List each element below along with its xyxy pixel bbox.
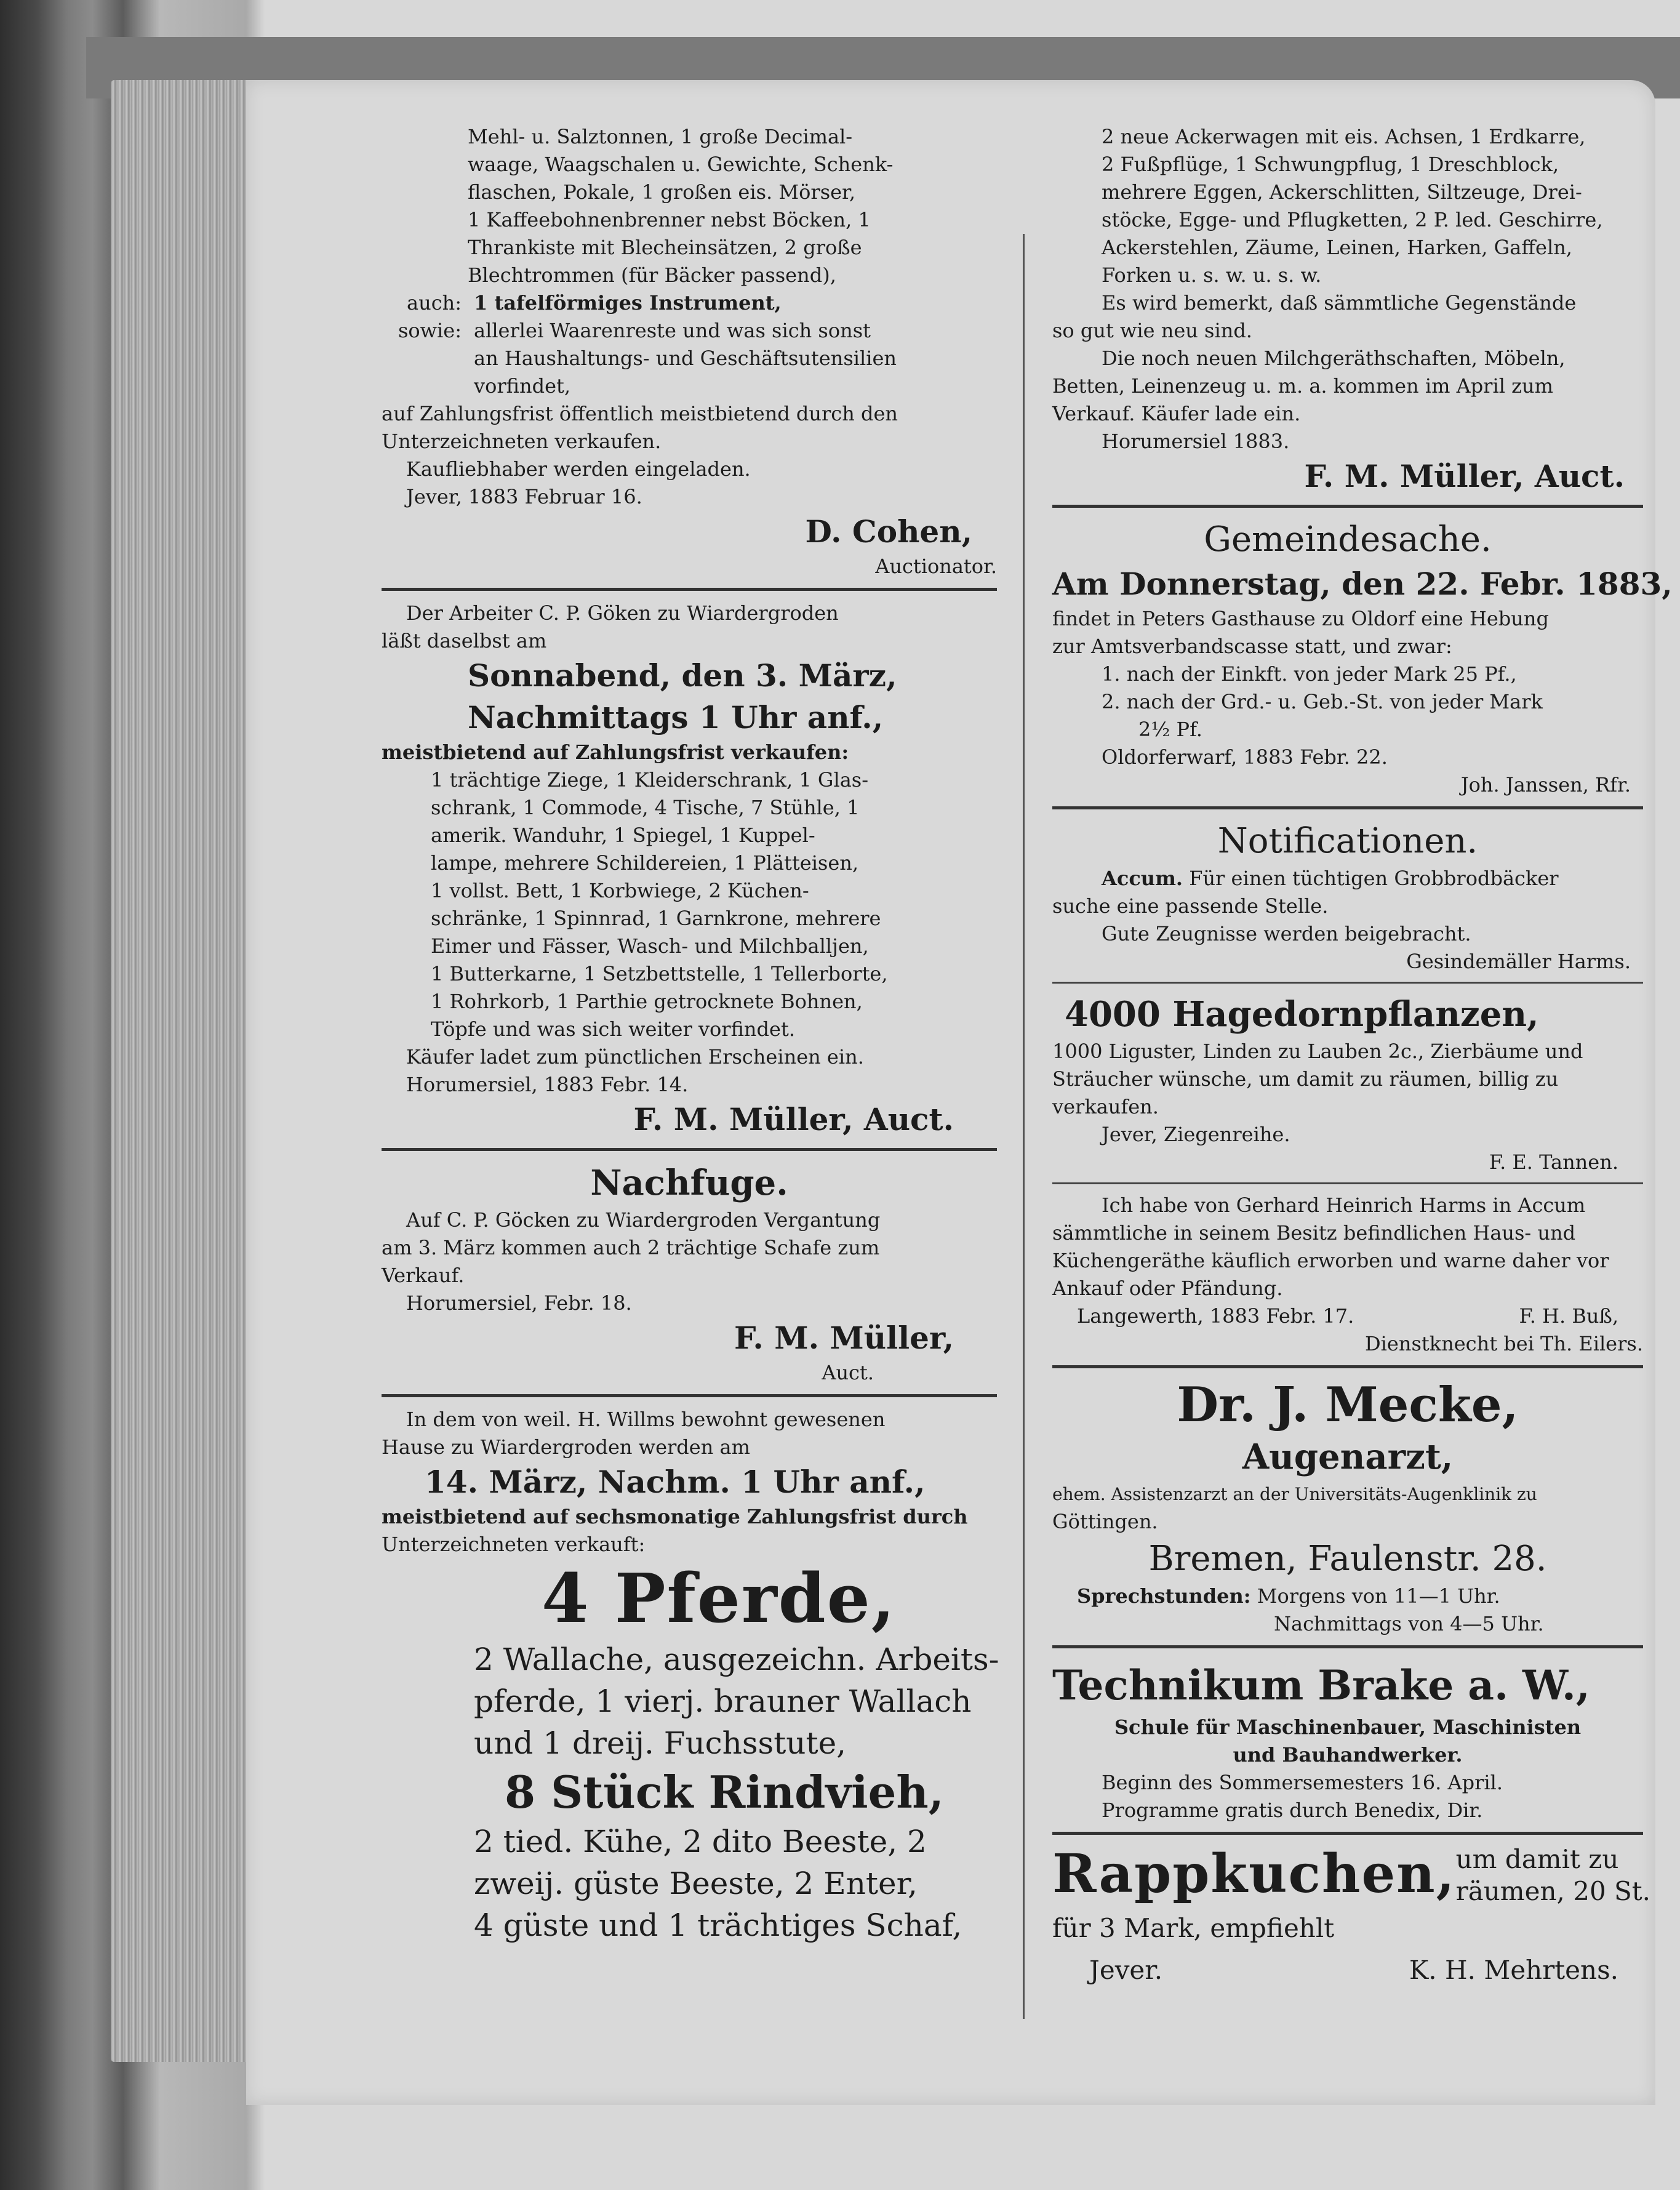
signer: Gesindemäller Harms. <box>1406 950 1631 973</box>
section-rule <box>1052 1182 1643 1184</box>
text-line <box>382 317 997 345</box>
ad-gemeindesache <box>1052 516 1673 799</box>
item-line: 1. nach der Einkft. von jeder Mark 25 Pf., <box>1102 662 1517 686</box>
place-date: Horumersiel, 1883 Febr. 14. <box>406 1073 689 1096</box>
signer: Joh. Janssen, Rfr. <box>1460 773 1631 796</box>
section-rule <box>1052 1645 1643 1648</box>
right-column <box>1052 123 1673 1991</box>
text-line: an Haushaltungs- und Geschäftsutensilien <box>474 347 897 370</box>
section-rule <box>1052 806 1643 809</box>
text-line: Beginn des Sommersemesters 16. April. <box>1102 1771 1503 1794</box>
place-date: Jever, 1883 Februar 16. <box>406 485 642 508</box>
horse-line: pferde, 1 vierj. brauner Wallach <box>474 1683 972 1719</box>
section-rule <box>1052 1832 1643 1835</box>
place-date: Horumersiel 1883. <box>1102 430 1290 453</box>
ad-mueller-inventory <box>1052 123 1643 497</box>
hours-afternoon: Nachmittags von 4—5 Uhr. <box>1274 1612 1544 1635</box>
text-line: auf Zahlungsfrist öffentlich meistbietend durch den <box>382 402 898 425</box>
text-line: Auf C. P. Göcken zu Wiardergroden Vergantung <box>406 1208 881 1232</box>
ad-auction-goeken <box>382 600 997 1141</box>
ad-title: Nachfuge. <box>590 1163 788 1203</box>
text-line: Schule für Maschinenbauer, Maschinisten <box>1114 1715 1582 1739</box>
text-line: vorfindet, <box>474 374 571 398</box>
text-line: um damit zu <box>1455 1844 1619 1874</box>
place-date: Oldorferwarf, 1883 Febr. 22. <box>1102 745 1388 769</box>
text-line: läßt daselbst am <box>382 629 547 652</box>
text-line: Ackerstehlen, Zäume, Leinen, Harken, Gaffeln, <box>1102 236 1572 259</box>
auch-text: 1 tafelförmiges Instrument, <box>474 291 782 315</box>
text-line: Betten, Leinenzeug u. m. a. kommen im April zum <box>1052 374 1553 398</box>
text-line <box>1052 865 1643 892</box>
text-line: waage, Waagschalen u. Gewichte, Schenk- <box>468 153 894 176</box>
text-line: 1000 Liguster, Linden zu Lauben 2c., Zierbäume und <box>1052 1040 1583 1063</box>
text-line: Hause zu Wiardergroden werden am <box>382 1435 750 1459</box>
section-rule <box>1052 1365 1643 1368</box>
ad-hagedorn <box>1052 991 1643 1176</box>
hours-morning: Morgens von 11—1 Uhr. <box>1257 1584 1500 1608</box>
item-line: 2½ Pf. <box>1138 718 1202 741</box>
cattle-heading: 8 Stück Rindvieh, <box>505 1766 944 1818</box>
signer: F. H. Buß, <box>1519 1304 1618 1328</box>
sowie-text: allerlei Waarenreste und was sich sonst <box>474 319 871 342</box>
text-line: Sträucher wünsche, um damit zu räumen, billig zu <box>1052 1067 1559 1091</box>
text-line: 2 neue Ackerwagen mit eis. Achsen, 1 Erdkarre, <box>1102 125 1586 148</box>
ad-auction-willms <box>382 1406 997 1946</box>
column-rule <box>1023 234 1025 2019</box>
terms-line: meistbietend auf sechsmonatige Zahlungsfrist durch <box>382 1505 968 1528</box>
ad-rappkuchen <box>1052 1843 1651 1991</box>
text-line: 2 Fußpflüge, 1 Schwungpflug, 1 Dreschblock, <box>1102 153 1559 176</box>
signer: K. H. Mehrtens. <box>1409 1955 1618 1985</box>
date-line: 14. März, Nachm. 1 Uhr anf., <box>425 1464 926 1500</box>
text-line: Küchengeräthe käuflich erworben und warne daher vor <box>1052 1249 1609 1272</box>
ad-subtitle: Augenarzt, <box>1242 1437 1454 1477</box>
text-line: für 3 Mark, empfiehlt <box>1052 1913 1335 1943</box>
section-rule <box>382 1148 997 1151</box>
item-line: 2. nach der Grd.- u. Geb.-St. von jeder Mark <box>1102 690 1543 713</box>
hours-label: Sprechstunden: <box>1077 1584 1251 1608</box>
text-line: suche eine passende Stelle. <box>1052 894 1329 918</box>
lead-word: Accum. <box>1102 867 1183 890</box>
text-line: flaschen, Pokale, 1 großen eis. Mörser, <box>468 180 855 204</box>
ad-technikum <box>1052 1657 1643 1824</box>
item-line: schrank, 1 Commode, 4 Tische, 7 Stühle, 1 <box>431 796 860 819</box>
text-line: Die noch neuen Milchgeräthschaften, Möbeln, <box>1102 347 1566 370</box>
time-line: Nachmittags 1 Uhr anf., <box>468 699 884 736</box>
signer: F. M. Müller, Auct. <box>1304 458 1625 494</box>
place-date: Horumersiel, Febr. 18. <box>406 1291 632 1315</box>
text-line: und Bauhandwerker. <box>1233 1743 1463 1767</box>
text-line <box>382 289 997 317</box>
text-line: Unterzeichneten verkauft: <box>382 1533 646 1556</box>
signer: D. Cohen, <box>805 513 972 550</box>
text-line: Der Arbeiter C. P. Göken zu Wiardergroden <box>406 601 839 625</box>
item-line: 1 Butterkarne, 1 Setzbettstelle, 1 Tellerborte, <box>431 962 888 985</box>
horse-line: 2 Wallache, ausgezeichn. Arbeits- <box>474 1642 999 1677</box>
text-line: Göttingen. <box>1052 1510 1158 1533</box>
text-line: Programme gratis durch Benedix, Dir. <box>1102 1799 1483 1822</box>
text-line: Ich habe von Gerhard Heinrich Harms in Accum <box>1102 1193 1586 1217</box>
text-line <box>1052 1949 1643 1991</box>
place: Jever. <box>1089 1955 1163 1985</box>
item-line: 1 Rohrkorb, 1 Parthie getrocknete Bohnen, <box>431 990 863 1013</box>
ad-title: 4000 Hagedornpflanzen, <box>1065 994 1539 1035</box>
text-line: Thrankiste mit Blecheinsätzen, 2 große <box>468 236 862 259</box>
text-line: Mehl- u. Salztonnen, 1 große Decimal- <box>468 125 853 148</box>
date-line: Sonnabend, den 3. März, <box>468 657 897 694</box>
text-line: Ankauf oder Pfändung. <box>1052 1277 1283 1300</box>
signer: F. M. Müller, <box>734 1320 954 1356</box>
sowie-label: sowie: <box>398 319 462 342</box>
text-line: findet in Peters Gasthause zu Oldorf eine Hebung <box>1052 607 1549 630</box>
ad-notificationen <box>1052 818 1643 976</box>
text-line: sämmtliche in seinem Besitz befindlichen Haus- und <box>1052 1221 1576 1245</box>
section-rule <box>382 588 997 591</box>
text-line: 1 Kaffeebohnenbrenner nebst Böcken, 1 <box>468 208 871 231</box>
item-line: 1 vollst. Bett, 1 Korbwiege, 2 Küchen- <box>431 879 809 902</box>
item-line: schränke, 1 Spinnrad, 1 Garnkrone, mehrere <box>431 907 881 930</box>
ad-title: Notificationen. <box>1217 821 1478 861</box>
section-rule <box>1052 505 1643 508</box>
item-line: lampe, mehrere Schildereien, 1 Plätteisen, <box>431 851 859 875</box>
text-fragment: Für einen tüchtigen Grobbrodbäcker <box>1189 867 1559 890</box>
text-line: Gute Zeugnisse werden beigebracht. <box>1102 922 1471 945</box>
text-line <box>1052 1582 1643 1610</box>
cattle-line: 4 güste und 1 trächtiges Schaf, <box>474 1907 962 1943</box>
horse-line: und 1 dreij. Fuchsstute, <box>474 1725 847 1761</box>
terms-line: meistbietend auf Zahlungsfrist verkaufen: <box>382 740 849 764</box>
ad-title: Rappkuchen, <box>1052 1843 1456 1905</box>
text-line: Forken u. s. w. u. s. w. <box>1102 263 1322 287</box>
ad-title: Dr. J. Mecke, <box>1177 1377 1519 1433</box>
place: Jever, Ziegenreihe. <box>1102 1123 1290 1146</box>
ad-title: Gemeindesache. <box>1204 519 1492 560</box>
signer: F. M. Müller, Auct. <box>633 1101 954 1137</box>
section-rule <box>382 1394 997 1397</box>
section-rule <box>1052 982 1643 984</box>
text-line: In dem von weil. H. Willms bewohnt gewesenen <box>406 1408 886 1431</box>
text-line: Unterzeichneten verkaufen. <box>382 430 662 453</box>
text-line: am 3. März kommen auch 2 trächtige Schafe zum <box>382 1236 880 1259</box>
cattle-line: zweij. güste Beeste, 2 Enter, <box>474 1866 918 1901</box>
left-column <box>382 123 997 1946</box>
text-line <box>1052 1302 1643 1330</box>
date-line: Am Donnerstag, den 22. Febr. 1883, <box>1052 566 1673 602</box>
ad-nachfuge <box>382 1160 997 1387</box>
item-line: amerik. Wanduhr, 1 Spiegel, 1 Kuppel- <box>431 824 815 847</box>
place-date: Langewerth, 1883 Febr. 17. <box>1077 1304 1354 1328</box>
text-line: Verkauf. <box>382 1264 465 1287</box>
ad-dr-mecke <box>1052 1377 1643 1638</box>
text-line: Blechtrommen (für Bäcker passend), <box>468 263 836 287</box>
page-edges <box>111 80 252 2062</box>
address: Bremen, Faulenstr. 28. <box>1148 1539 1547 1579</box>
auch-label: auch: <box>407 291 462 315</box>
ad-auction-cohen <box>382 123 997 580</box>
text-line: Kaufliebhaber werden eingeladen. <box>406 457 751 481</box>
side-text <box>1456 1843 1650 1907</box>
item-line: Eimer und Fässer, Wasch- und Milchballjen, <box>431 934 869 958</box>
text-line: mehrere Eggen, Ackerschlitten, Siltzeuge, Drei- <box>1102 180 1582 204</box>
text-line: verkaufen. <box>1052 1095 1159 1118</box>
ad-buss-warning <box>1052 1192 1643 1358</box>
text-line: Es wird bemerkt, daß sämmtliche Gegenstände <box>1102 291 1577 315</box>
item-line: 1 trächtige Ziege, 1 Kleiderschrank, 1 Glas- <box>431 768 869 792</box>
signer-title: Dienstknecht bei Th. Eilers. <box>1365 1332 1643 1355</box>
signer-title: Auct. <box>822 1361 874 1384</box>
text-line: stöcke, Egge- und Pflugketten, 2 P. led. Geschirre, <box>1102 208 1603 231</box>
text-line: Käufer ladet zum pünctlichen Erscheinen ein. <box>406 1045 864 1069</box>
text-line: zur Amtsverbandscasse statt, und zwar: <box>1052 635 1452 658</box>
signer: F. E. Tannen. <box>1489 1150 1618 1174</box>
text-line: so gut wie neu sind. <box>1052 319 1252 342</box>
title-row <box>1052 1843 1651 1907</box>
text-line: Verkauf. Käufer lade ein. <box>1052 402 1301 425</box>
text-line: ehem. Assistenzarzt an der Universitäts-Augenklinik zu <box>1052 1484 1537 1504</box>
text-line: räumen, 20 St. <box>1455 1876 1651 1906</box>
cattle-line: 2 tied. Kühe, 2 dito Beeste, 2 <box>474 1824 927 1859</box>
item-line: Töpfe und was sich weiter vorfindet. <box>431 1017 795 1041</box>
signer-title: Auctionator. <box>875 555 997 578</box>
ad-title: Technikum Brake a. W., <box>1052 1661 1590 1709</box>
horses-heading: 4 Pferde, <box>542 1558 897 1638</box>
